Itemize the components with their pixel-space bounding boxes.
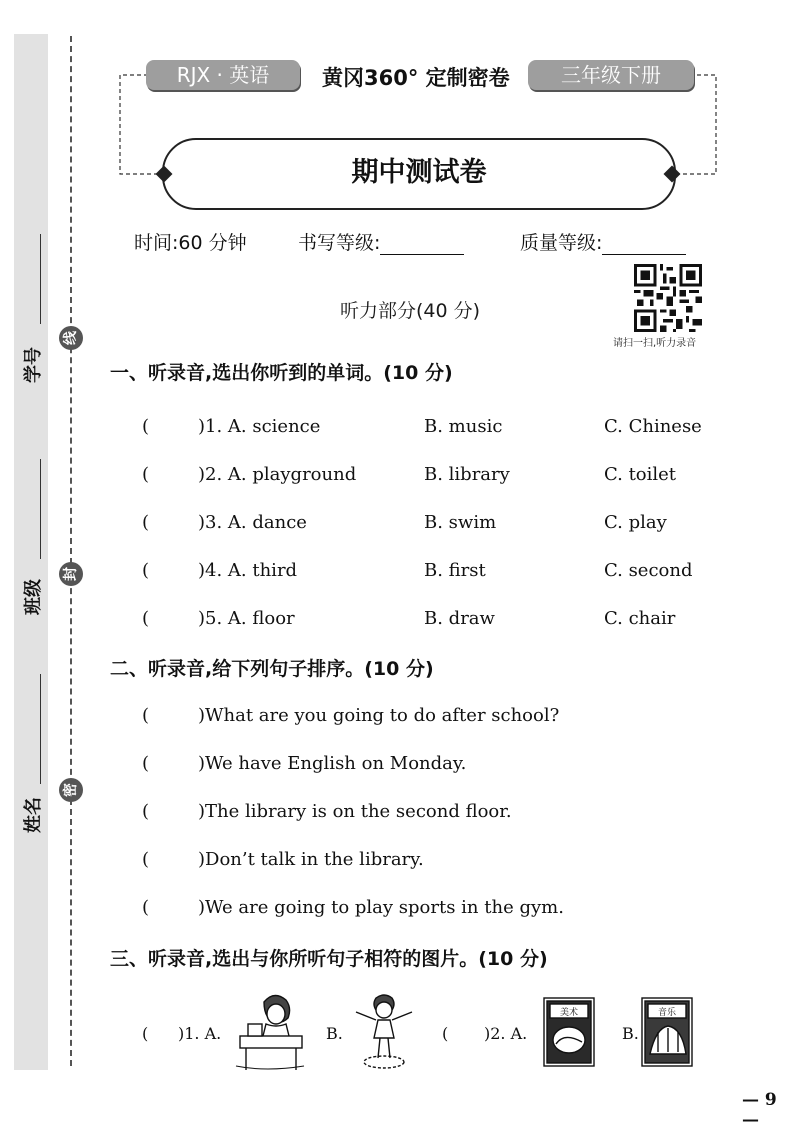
section1-title: 一、听录音,选出你听到的单词。(10 分)	[110, 362, 453, 384]
q2-option-b: B.	[622, 1024, 639, 1043]
name-label: 姓名	[23, 797, 44, 833]
sentence: )We have English on Monday.	[198, 753, 467, 774]
option-c: C. toilet	[604, 464, 677, 485]
seal-feng: 封	[59, 562, 83, 586]
quality-grade	[520, 228, 686, 255]
girl-at-desk-picture[interactable]	[234, 990, 306, 1072]
option-b: B. swim	[424, 512, 497, 533]
art-book-picture[interactable]	[542, 996, 598, 1070]
seal-xian: 线	[59, 326, 83, 350]
option-c: C. play	[604, 512, 667, 533]
option-c: C. second	[604, 560, 693, 581]
answer-paren[interactable]: (	[142, 705, 150, 726]
option-c: C. chair	[604, 608, 676, 629]
class-line	[40, 459, 41, 559]
student-id-label: 学号	[23, 347, 44, 383]
sentence: )Don’t talk in the library.	[198, 849, 424, 870]
name-line	[40, 674, 41, 784]
time-label: 时间:60 分钟	[134, 232, 247, 254]
quality-grade-blank[interactable]	[602, 234, 686, 255]
option-a: )3. A. dance	[198, 512, 307, 533]
subject-badge: RJX · 英语	[146, 60, 300, 90]
answer-paren[interactable]: (	[142, 753, 150, 774]
section2-title: 二、听录音,给下列句子排序。(10 分)	[110, 658, 434, 680]
answer-paren[interactable]: (	[142, 801, 150, 822]
music-book-picture[interactable]	[640, 996, 696, 1070]
exam-title: 期中测试卷	[351, 157, 487, 188]
sentence: )What are you going to do after school?	[198, 705, 560, 726]
class-label: 班级	[23, 579, 44, 615]
option-b: B. first	[424, 560, 486, 581]
section3-title: 三、听录音,选出与你所听句子相符的图片。(10 分)	[110, 948, 548, 970]
option-a: )4. A. third	[198, 560, 298, 581]
writing-grade-blank[interactable]	[380, 234, 464, 255]
answer-paren[interactable]: (	[142, 464, 150, 485]
q2-label: )2. A.	[484, 1024, 528, 1043]
option-b: B. draw	[424, 608, 495, 629]
binding-strip	[14, 34, 48, 1070]
answer-paren[interactable]: (	[142, 512, 150, 533]
art-book-title: 美术	[559, 1008, 579, 1018]
grade-badge: 三年级下册	[528, 60, 694, 90]
writing-grade	[298, 228, 464, 255]
answer-paren[interactable]: (	[142, 608, 150, 629]
answer-paren[interactable]: (	[142, 560, 150, 581]
listening-title: 听力部分(40 分)	[340, 300, 481, 322]
sentence: )We are going to play sports in the gym.	[198, 897, 564, 918]
girl-dancing-picture[interactable]	[350, 992, 420, 1072]
seal-mi: 密	[59, 778, 83, 802]
option-a: )5. A. floor	[198, 608, 295, 629]
answer-paren[interactable]: (	[142, 849, 150, 870]
q1-option-b: B.	[326, 1024, 343, 1043]
student-id-line	[40, 234, 41, 324]
cut-line	[70, 36, 72, 1066]
page-number: — 9 —	[742, 1090, 777, 1130]
answer-paren[interactable]: (	[142, 416, 150, 437]
option-a: )1. A. science	[198, 416, 321, 437]
answer-paren[interactable]: (	[142, 1024, 149, 1043]
option-b: B. music	[424, 416, 503, 437]
q1-label: )1. A.	[178, 1024, 222, 1043]
series-name: 黄冈360° 定制密卷	[322, 66, 510, 90]
writing-grade-label: 书写等级:	[298, 232, 381, 254]
qr-caption: 请扫一扫,听力录音	[613, 338, 697, 349]
quality-grade-label: 质量等级:	[520, 232, 603, 254]
option-b: B. library	[424, 464, 510, 485]
option-c: C. Chinese	[604, 416, 702, 437]
qr-code-icon[interactable]	[634, 264, 702, 332]
sentence: )The library is on the second floor.	[198, 801, 512, 822]
answer-paren[interactable]: (	[142, 897, 150, 918]
answer-paren[interactable]: (	[442, 1024, 449, 1043]
music-book-title: 音乐	[657, 1008, 677, 1018]
option-a: )2. A. playground	[198, 464, 357, 485]
